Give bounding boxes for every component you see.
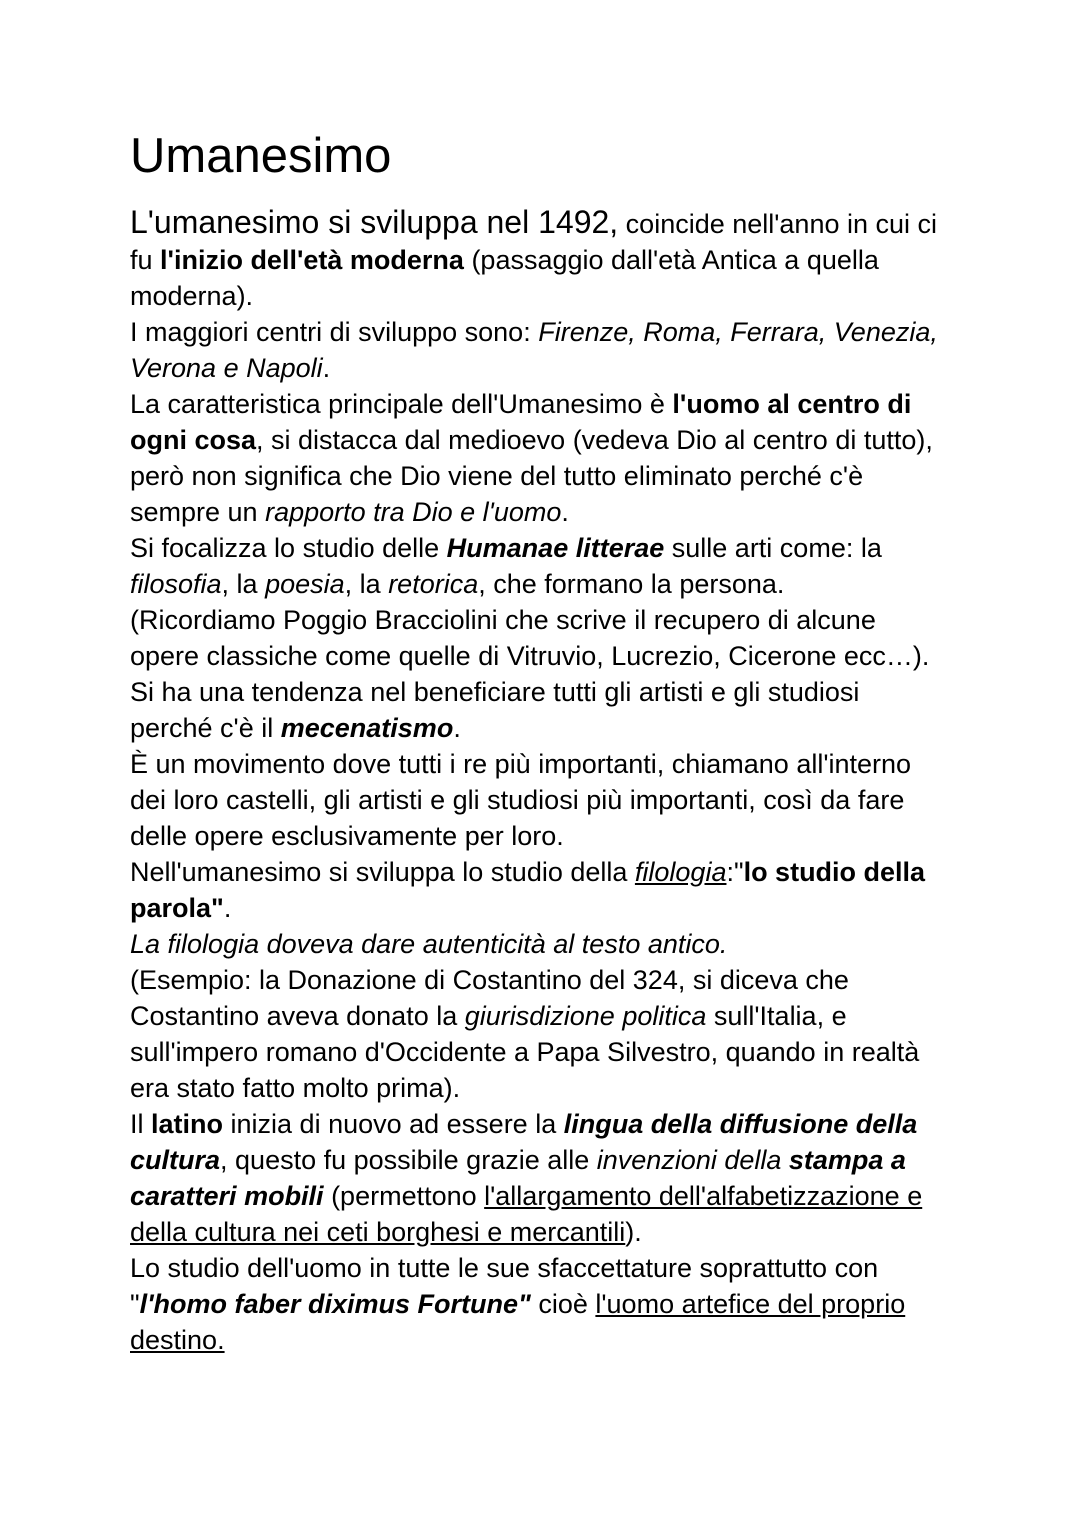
text-run: l'allargamento dell'alfabetizzazione e della cultura nei ceti borghesi e mercantili bbox=[130, 1181, 923, 1247]
text-run: (passaggio dall'età Antica a quella moderna). bbox=[130, 245, 879, 311]
text-run: l'uomo al centro di ogni cosa bbox=[130, 389, 912, 455]
paragraph bbox=[130, 674, 948, 746]
text-run: I maggiori centri di sviluppo sono: bbox=[130, 317, 539, 347]
text-run: (Esempio: la Donazione di Costantino del 324, si diceva che Costantino aveva donato la bbox=[130, 965, 849, 1031]
text-run: coincide nell'anno in cui ci fu bbox=[130, 209, 938, 275]
text-run: invenzioni della bbox=[596, 1145, 789, 1175]
text-run: rapporto tra Dio e l'uomo bbox=[265, 497, 562, 527]
text-run: lingua della diffusione della cultura bbox=[130, 1109, 918, 1175]
paragraph bbox=[130, 1250, 948, 1358]
text-run: sulle arti come: la bbox=[664, 533, 882, 563]
text-run: L'umanesimo si sviluppa nel 1492, bbox=[130, 204, 619, 240]
text-run: , che formano la persona. bbox=[478, 569, 785, 599]
paragraph bbox=[130, 602, 948, 674]
text-run: Lo studio dell'uomo in tutte le sue sfaccettature soprattutto con " bbox=[130, 1253, 879, 1319]
text-run: , la bbox=[221, 569, 266, 599]
text-run: inizia di nuovo ad essere la bbox=[223, 1109, 564, 1139]
paragraph bbox=[130, 386, 948, 530]
text-run: stampa a caratteri mobili bbox=[130, 1145, 906, 1211]
paragraph bbox=[130, 926, 948, 962]
text-run: l'homo faber diximus Fortune" bbox=[139, 1289, 531, 1319]
text-run: (Ricordiamo Poggio Bracciolini che scrive il recupero di alcune opere classiche come quelle di Vitruvio, Lucrezio, Cicerone ecc…). bbox=[130, 605, 930, 671]
paragraph bbox=[130, 314, 948, 386]
text-run: , questo fu possibile grazie alle bbox=[220, 1145, 597, 1175]
text-run: La filologia doveva dare autenticità al testo antico. bbox=[130, 929, 728, 959]
text-run: . bbox=[322, 353, 331, 383]
paragraph bbox=[130, 962, 948, 1106]
paragraph bbox=[130, 530, 948, 602]
document-title: Umanesimo bbox=[130, 129, 392, 183]
text-run: Humanae litterae bbox=[446, 533, 665, 563]
paragraph bbox=[130, 746, 948, 854]
text-run: giurisdizione politica bbox=[464, 1001, 707, 1031]
text-run: cioè bbox=[530, 1289, 596, 1319]
text-run: Si ha una tendenza nel beneficiare tutti gli artisti e gli studiosi perché c'è il bbox=[130, 677, 860, 743]
text-run: sull'Italia, e sull'impero romano d'Occidente a Papa Silvestro, quando in realtà era stato fatto molto prima). bbox=[130, 1001, 920, 1103]
paragraph bbox=[130, 204, 948, 314]
paragraph bbox=[130, 854, 948, 926]
text-run: filosofia bbox=[130, 569, 222, 599]
text-run: mecenatismo bbox=[280, 713, 454, 743]
text-run: La caratteristica principale dell'Umanesimo è bbox=[130, 389, 673, 419]
text-run: latino bbox=[151, 1109, 224, 1139]
text-run: , la bbox=[344, 569, 389, 599]
text-run: Nell'umanesimo si sviluppa lo studio della bbox=[130, 857, 635, 887]
text-run: . bbox=[453, 713, 461, 743]
text-run: poesia bbox=[265, 569, 345, 599]
text-run: Firenze, Roma, Ferrara, Venezia, Verona e Napoli bbox=[130, 317, 938, 383]
text-run: lo studio della parola" bbox=[130, 857, 926, 923]
text-run: ). bbox=[625, 1217, 642, 1247]
text-run: (permettono bbox=[323, 1181, 485, 1211]
text-run: Il bbox=[130, 1109, 152, 1139]
text-run: filologia bbox=[634, 857, 727, 887]
document-body bbox=[130, 204, 948, 1358]
paragraph bbox=[130, 1106, 948, 1250]
text-run: , si distacca dal medioevo (vedeva Dio al centro di tutto), però non significa che Dio viene del tutto eliminato perché c'è sempre un bbox=[130, 425, 933, 527]
text-run: È un movimento dove tutti i re più importanti, chiamano all'interno dei loro castelli, gli artisti e gli studiosi più importanti, così da fare delle opere esclusivamente per loro. bbox=[130, 749, 912, 851]
document-content bbox=[130, 128, 948, 1358]
text-run: . bbox=[223, 893, 232, 923]
text-run: l'inizio dell'età moderna bbox=[160, 245, 464, 275]
text-run: l'uomo artefice del proprio destino. bbox=[130, 1289, 906, 1355]
text-run: Si focalizza lo studio delle bbox=[130, 533, 447, 563]
text-run: :" bbox=[726, 857, 744, 887]
text-run: . bbox=[561, 497, 569, 527]
text-run: retorica bbox=[388, 569, 479, 599]
